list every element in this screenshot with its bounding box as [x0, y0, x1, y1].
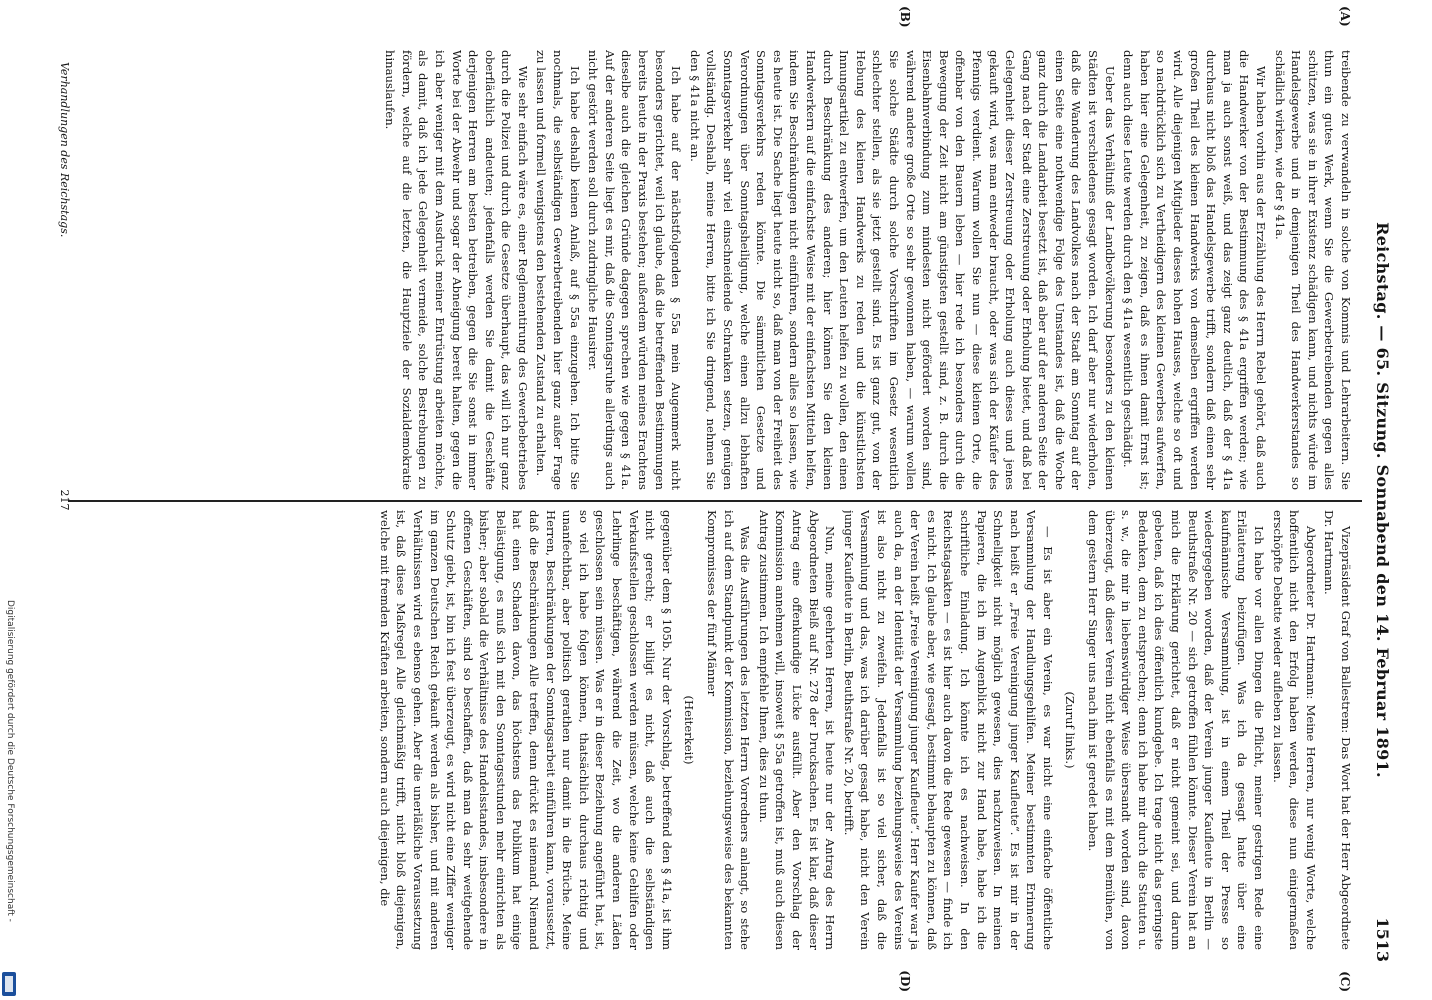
left-paragraph: Wie sehr einfach wäre es, einer Reglementirung des Gewerbebetriebes durch die Polizei und durch die Gesetze überhaupt, das will ich nur ganz oberflächlich andeuten; jedenfalls werden Sie damit die Geschäfte derjenigen Herren am besten betreiben, gegen die Sie sonst in immer Worte bei der Abwehr und sogar der Abneigung bereit halten, gegen die ich aber weniger mit dem Ausdruck meiner Entrüstung arbeiten möchte, als damit, daß ich jede Gelegenheit vermeide, solche Bestrebungen zu fördern, welche auf die letzten, die Hauptziele der Sozialdemokratie hinauslaufen. — [383, 50, 530, 490]
page-title: Reichstag. — 65. Sitzung. Sonnabend den 14. Februar 1891. — [1373, 222, 1392, 778]
interjection: (Zuruf links.) — [1063, 691, 1078, 769]
left-column — [76, 50, 1354, 490]
right-paragraph: Abgeordneter Dr. Hartmann: Meine Herren, nur wenig Worte, welche hoffentlich nicht den Erfolg haben werden, diese nun einigermaßen erschöpfte Debatte wieder aufleben zu lassen. — [1270, 510, 1318, 950]
left-paragraph: Ueber das Verhältniß der Landbevölkerung besonders zu den kleinen Städten ist verschiedenes gesagt worden. Ich darf aber nur wiederholen, daß die Wanderung des Landvolkes nach der Stadt am Sonntag auf der einen Seite eine nothwendige Folge des Umstandes ist, daß die Woche ganz durch die Landarbeit besetzt ist, daß aber auf der anderen Seite der Gang nach der Stadt eine Zerstreuung oder Erholung bietet, und daß bei Gelegenheit dieser Zerstreuung oder Erholung auch dieses und jenes gekauft wird, was man entweder braucht, oder was sich der Käufer des Pfennigs verdient. Warum wollen Sie nun — diese kleinen Orte, die offenbar von den Bauern leben — hier rede ich besonders durch die Bewegung der Zeit nicht am günstigsten gestellt sind, z. B. durch die Eisenbahnverbindung zum mindesten nicht gefördert worden sind, während andere große Orte so sehr gewonnen haben, — warum wollen Sie solche Städte durch solche Vorschriften im Gesetz wesentlich schlechter stellen, als sie jetzt gestellt sind. Es ist ganz gut, von der Hebung des kleinen Handwerks zu reden und die künstlichsten Innungsartikel zu entwerfen, um den Leuten helfen zu wollen, den einen durch Beschränkung des anderen; hier können Sie den kleinen Handwerkern auf die einfachste Weise mit der einfachsten Mitteln helfen, indem Sie Beschränkungen nicht einführen, sondern alles so lassen, wie es heute ist. Die Sache liegt heute nicht so, daß man von der Freiheit des Sonntagsverkehrs reden könnte. Die sämmtlichen Gesetze und Verordnungen über Sonntagsheiligung, welche einen allzu lebhaften Sonntagsverkehr sehr viel einschneidende Schranken setzen, genügen vollständig. Deshalb, meine Herren, bitte ich Sie dringend, nehmen Sie den § 41a nicht an. — [687, 50, 1117, 490]
right-paragraph: gegenüber dem § 105b. Nur der Vorschlag, betreffend den § 41a, ist ihm nicht gerecht; er billigt es nicht, daß auch die selbständigen Verkaufsstellen geschlossen werden müssen, welche keine Gehilfen oder Lehrlinge beschäftigen, während die Zeit, wo die anderen Läden geschlossen sein müssen. Was er in dieser Beziehung angeführt hat, ist, so viel ich habe folgen können, thatsächlich durchaus richtig und unanfechtbar, aber politisch gerathen nur damit in die Brüche. Meine Herren, Beschränkungen der Sonntagsarbeit einführen kann, voraussetzt, daß die Beschränkungen Alle treffen, denn drückt es niemand. Niemand hat einen Schaden davon, das höchstens das Publikum hat einige Belästigung, es muß sich mit den Sonntagsstunden mehr einrichten als bisher; aber sobald die Verhältnisse des Handelsstandes, insbesondere in offenen Geschäften, sind so beschaffen, daß man da sehr weitgehende Schutz giebt, ist, bin ich fest überzeugt, es wird nicht eine Ziffer weniger im ganzen Deutschen Reich gekauft werden als bisher, und mit anderen Verhältnissen wird es ebenso gehen. Aber die unerläßliche Voraussetzung ist, daß diese Maßregel Alle gleichmäßig trifft, nicht bloß diejenigen, welche mit fremden Kräften arbeiten, sondern auch diejenigen, die — [377, 510, 674, 950]
right-column — [76, 510, 1354, 950]
dfg-logo-icon — [2, 972, 16, 996]
speaker-intro: Vizepräsident Graf von Ballestrem: Das Wort hat der Herr Abgeordnete Dr. Hartmann. — [1322, 510, 1353, 950]
page-number: 1513 — [1373, 917, 1392, 962]
left-paragraph: treibende zu verwandeln in solche von Kommis und Lehrarbeitern. Sie thun ein gutes Werk, wenn Sie die Gewerbetreibenden gegen alles schützen, was sie in ihrer Existenz schädigen kann, und nichts würde im Handelsgewerbe und in demjenigen Theil des Handwerkerstandes so schädlich wirken, wie der § 41a. — [1272, 50, 1353, 490]
right-paragraph: Nun, meine geehrten Herren, ist heute nur der Antrag des Herrn Abgeordneten Bielß auf Nr. 278 der Drucksachen. Es ist klar, daß dieser Antrag eine offenkundige Lücke ausfüllt. Aber den Vorschlag der Kommission annehmen will, insoweit § 55a getroffen ist, muß auch diesen Antrag zustimmen. Ich empfehle Ihnen, dies zu thun. — [756, 510, 838, 950]
margin-marker-b: (B) — [898, 6, 912, 28]
column-divider — [68, 500, 1362, 502]
left-paragraph: Ich habe deshalb keinen Anlaß, auf § 55a einzugehen. Ich bitte Sie nochmals, die selbständigen Gewerbetreibenden hier ganz außer Frage zu lassen und formell wenigstens den bestehenden Zustand zu erhalten. — [534, 50, 582, 490]
page-header — [1364, 38, 1398, 962]
digitization-credit — [4, 600, 17, 994]
interjection: (Heiterkeit) — [682, 695, 697, 765]
footer-signature-number: 217 — [58, 489, 71, 511]
right-paragraph: Was die Ausführungen des letzten Herrn Vorredners anlangt, so stehe ich auf dem Standpunkt der Kommission, beziehungsweise des bekannten Kompromisses der fünf Männer — [705, 510, 753, 950]
footer-source: Verhandlungen des Reichstags. — [58, 62, 71, 238]
left-paragraph: Wir haben vorhin aus der Erzählung des Herrn Rebel gehört, daß auch die Handwerker von der Bestimmung des § 41a ergriffen werden; wie man ja auch sonst weiß, und das zeigt ganz deutlich, daß der § 41a durchaus nicht bloß das Handelsgewerbe trifft, sondern daß einen sehr großen Theil des kleinen Handwerks von demselben ergriffen werden wird. Alle diejenigen Mitglieder dieses hohen Hauses, welche so oft und so nachdrücklich sich zu Vertheidigern des kleinen Gewerbes aufwerfen, haben hier eine Gelegenheit, zu zeigen, daß es ihnen damit Ernst ist; denn auch diese Leute werden durch den § 41a wesentlich geschädigt. — [1121, 50, 1269, 490]
margin-marker-c: (C) — [1338, 971, 1352, 992]
text-columns — [76, 38, 1354, 962]
margin-marker-a: (A) — [1338, 6, 1352, 27]
right-paragraph: — Es ist aber ein Verein, es war nicht eine einfache öffentliche Versammlung der Handlungsgehilfen. Meiner bestimmten Erinnerung nach heißt er „Freie Vereinigung junger Kaufleute“. Es ist mir in der Schnelligkeit nicht möglich gewesen, dies nachzuweisen. In meinen Papieren, die ich im Augenblick nicht zur Hand habe, habe ich die schriftliche Einladung. Ich könnte ich es nachweisen. In den Reichstagsakten — es ist hier auch davon die Rede gewesen — finde ich es nicht. Ich glaube aber, wie gesagt, bestimmt behaupten zu können, daß der Verein heißt „Freie Vereinigung junger Kaufleute“. Herr Kaufer war ja auch da, an der Identität der Versammlung beziehungsweise des Vereins ist also nicht zu zweifeln. Jedenfalls ist so viel sicher, daß die Versammlung und das, was ich darüber gesagt habe, nicht den Verein junger Kaufleute in Berlin, Beuthstraße Nr. 20, betrifft. — [841, 510, 1055, 950]
right-paragraph: Ich habe vor allen Dingen die Pflicht, meiner gestrigen Rede eine Erläuterung beizufügen. Was ich da gesagt hatte über eine kaufmännische Versammlung, ist in einem Theil der Presse so wiedergegeben worden, daß der Verein junger Kaufleute in Berlin — Beuthstraße Nr. 20 — sich getroffen fühlen könnte. Dieser Verein hat an mich die Erklärung gerichtet, daß er nicht gemeint sei, und darum gebeten, daß ich dies öffentlich kundgebe. Ich trage nicht das geringste Bedenken, dem zu entsprechen; denn ich habe mir durch die Statuten u. s. w., die mir in liebenswürdiger Weise übersandt worden sind, davon überzeugt, daß dieser Verein nicht ebenfalls es mit dem Bemühen, von dem gestern Herr Singer uns nach ihm ist geredet haben. — [1086, 510, 1267, 950]
credit-text: Digitalisierung gefördert durch die Deutsche Forschungsgemeinschaft - — [5, 600, 15, 922]
left-paragraph: Ich habe auf der nächstfolgenden § 55a mein Augenmerk nicht besonders gerichtet, weil ich glaube, daß die betreffenden Bestimmungen bereits heute in der Praxis bestehen; außerdem würden meines Erachtens dieselbe auch die gleichen Gründe dagegen sprechen wie gegen § 41a. Auf der anderen Seite liegt es mir, daß die Sonntagsruhe allerdings auch nicht gestört werden soll durch zudringliche Hausirer. — [586, 50, 684, 490]
margin-marker-d: (D) — [898, 970, 912, 992]
